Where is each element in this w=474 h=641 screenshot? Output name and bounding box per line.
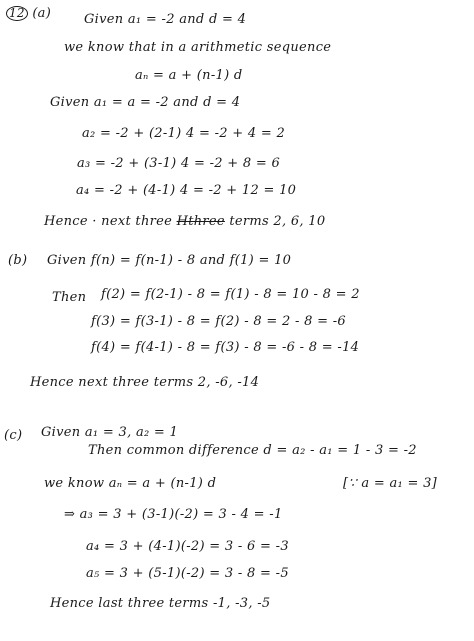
part-a-conclusion-post: terms 2, 6, 10	[229, 214, 326, 229]
part-c-term-a3: ⇒ a₃ = 3 + (3-1)(-2) = 3 - 4 = -1	[64, 507, 283, 522]
part-a-label: (a)	[32, 6, 52, 21]
part-c-bracket-note: [∵ a = a₁ = 3]	[343, 476, 438, 491]
part-a-struck-word: Hthree	[176, 214, 225, 229]
part-b-term-f4: f(4) = f(4-1) - 8 = f(3) - 8 = -6 - 8 = -14	[91, 340, 360, 355]
part-c-common-difference: Then common difference d = a₂ - a₁ = 1 - 3 = -2	[88, 443, 417, 458]
part-b-label: (b)	[8, 253, 28, 268]
part-c-conclusion: Hence last three terms -1, -3, -5	[50, 596, 271, 611]
part-a-conclusion	[44, 214, 325, 230]
part-c-formula: we know aₙ = a + (n-1) d	[44, 476, 217, 491]
part-b-then-label: Then	[52, 290, 87, 305]
part-a-term-a4: a₄ = -2 + (4-1) 4 = -2 + 12 = 10	[76, 183, 297, 198]
part-a-term-a2: a₂ = -2 + (2-1) 4 = -2 + 4 = 2	[82, 126, 286, 141]
part-b-conclusion: Hence next three terms 2, -6, -14	[30, 375, 260, 390]
part-c-given: Given a₁ = 3, a₂ = 1	[41, 425, 179, 440]
part-c-label: (c)	[4, 428, 23, 443]
part-b-term-f3: f(3) = f(3-1) - 8 = f(2) - 8 = 2 - 8 = -6	[91, 314, 346, 329]
part-c-term-a4: a₄ = 3 + (4-1)(-2) = 3 - 6 = -3	[86, 539, 289, 554]
part-a-formula: aₙ = a + (n-1) d	[135, 68, 243, 83]
part-a-conclusion-pre: Hence · next three	[44, 214, 173, 229]
part-b-term-f2: f(2) = f(2-1) - 8 = f(1) - 8 = 10 - 8 = 2	[101, 287, 360, 302]
part-a-statement: we know that in a arithmetic sequence	[64, 40, 332, 55]
part-a-given: Given a₁ = -2 and d = 4	[84, 12, 247, 27]
problem-header	[6, 6, 51, 22]
part-a-given-restated: Given a₁ = a = -2 and d = 4	[50, 95, 241, 110]
part-c-term-a5: a₅ = 3 + (5-1)(-2) = 3 - 8 = -5	[86, 566, 289, 581]
part-a-term-a3: a₃ = -2 + (3-1) 4 = -2 + 8 = 6	[77, 156, 281, 171]
problem-number-circle: 12	[6, 6, 28, 21]
part-b-given: Given f(n) = f(n-1) - 8 and f(1) = 10	[47, 253, 292, 268]
